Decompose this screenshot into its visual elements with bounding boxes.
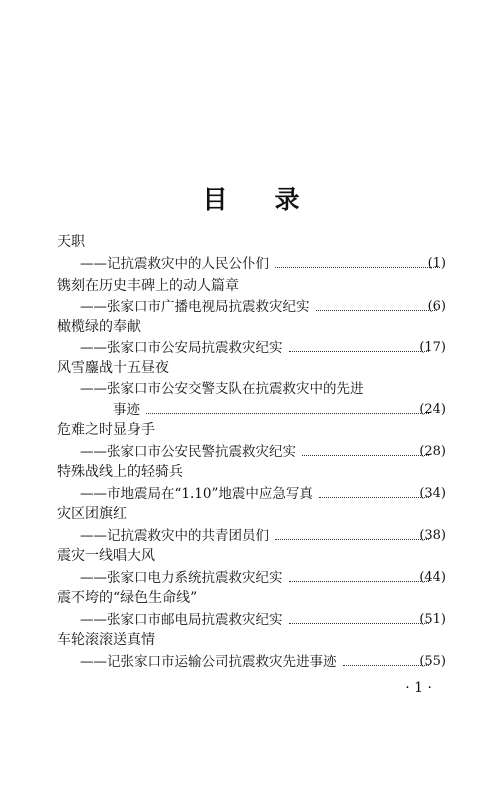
entry-title: 灾区团旗红: [57, 506, 127, 522]
entry-subtitle: ——张家口电力系统抗震救灾纪实: [80, 570, 283, 586]
entry-subtitle-cont: 事迹: [113, 402, 140, 418]
toc-subtitle-row: [0, 652, 504, 672]
title-char-2: 录: [274, 185, 302, 214]
toc-title-row: [0, 462, 504, 482]
entry-subtitle-line: [80, 568, 435, 588]
page-number: [0, 680, 504, 696]
entry-subtitle: ——张家口市邮电局抗震救灾纪实: [80, 612, 283, 628]
title-char-1: 目: [202, 185, 230, 214]
toc-title-row: [0, 232, 504, 252]
entry-subtitle: ——张家口市公安交警支队在抗震救灾中的先进: [80, 381, 364, 397]
toc-title-row: [0, 358, 504, 378]
toc-subtitle-cont-row: [0, 400, 504, 420]
entry-page: (6): [427, 299, 446, 314]
entry-title: 特殊战线上的轻骑兵: [57, 464, 183, 480]
leader-dots: [275, 539, 429, 540]
toc-title-row: [0, 546, 504, 566]
toc-subtitle-row: [0, 484, 504, 504]
toc-title-row: [0, 588, 504, 608]
entry-subtitle-line: [80, 442, 435, 462]
entry-subtitle-line: [113, 400, 435, 420]
entry-title: 震不垮的“绿色生命线”: [57, 590, 198, 606]
toc-subtitle-row: [0, 254, 504, 274]
toc-title-row: [0, 504, 504, 524]
entry-subtitle: ——记抗震救灾中的共青团员们: [80, 528, 269, 544]
entry-subtitle: ——记张家口市运输公司抗震救灾先进事迹: [80, 654, 337, 670]
entry-subtitle-line: [80, 254, 446, 274]
entry-subtitle: ——张家口市公安民警抗震救灾纪实: [80, 444, 296, 460]
entry-subtitle: ——记抗震救灾中的人民公仆们: [80, 256, 269, 272]
entry-title: 震灾一线唱大风: [57, 548, 155, 564]
entry-subtitle: ——市地震局在“1.10”地震中应急写真: [80, 486, 313, 502]
entry-page: (17): [419, 340, 446, 355]
leader-dots: [302, 455, 429, 456]
entry-title: 车轮滚滚送真情: [57, 632, 155, 648]
leader-dots: [289, 581, 430, 582]
entry-page: (34): [419, 486, 446, 501]
leader-dots: [316, 310, 438, 311]
toc-subtitle-row: [0, 442, 504, 462]
page-number-text: · 1 ·: [405, 680, 432, 696]
entry-page: (28): [419, 444, 446, 459]
entry-title: 镌刻在历史丰碑上的动人篇章: [57, 278, 239, 294]
entry-subtitle-line: [80, 484, 435, 504]
entry-title: 危难之时显身手: [57, 422, 155, 438]
entry-page: (1): [427, 256, 446, 271]
toc-title-row: [0, 276, 504, 296]
entry-page: (38): [419, 528, 446, 543]
leader-dots: [275, 267, 440, 268]
leader-dots: [319, 497, 429, 498]
toc-subtitle-row: [0, 568, 504, 588]
toc-subtitle-row: [0, 379, 504, 399]
entry-subtitle: ——张家口市公安局抗震救灾纪实: [80, 340, 283, 356]
entry-subtitle-line: [80, 652, 435, 672]
toc-subtitle-row: [0, 610, 504, 630]
entry-page: (55): [419, 654, 446, 669]
toc-subtitle-row: [0, 297, 504, 317]
entry-subtitle-line: [80, 610, 435, 630]
leader-dots: [289, 623, 430, 624]
entry-page: (24): [419, 402, 446, 417]
entry-subtitle-line: [80, 338, 435, 358]
toc-title-row: [0, 317, 504, 337]
entry-subtitle-line: [80, 526, 435, 546]
entry-page: (44): [419, 570, 446, 585]
entry-title: 橄榄绿的奉献: [57, 319, 141, 335]
entry-subtitle-line: [80, 379, 364, 399]
leader-dots: [146, 413, 429, 414]
leader-dots: [343, 665, 430, 666]
toc-title-row: [0, 630, 504, 650]
toc-title-row: [0, 420, 504, 440]
entry-subtitle-line: [80, 297, 443, 317]
entry-title: 天职: [57, 234, 85, 250]
toc-subtitle-row: [0, 338, 504, 358]
toc-subtitle-row: [0, 526, 504, 546]
entry-page: (51): [419, 612, 446, 627]
leader-dots: [289, 351, 430, 352]
entry-subtitle: ——张家口市广播电视局抗震救灾纪实: [80, 299, 310, 315]
entry-title: 风雪鏖战十五昼夜: [57, 360, 169, 376]
